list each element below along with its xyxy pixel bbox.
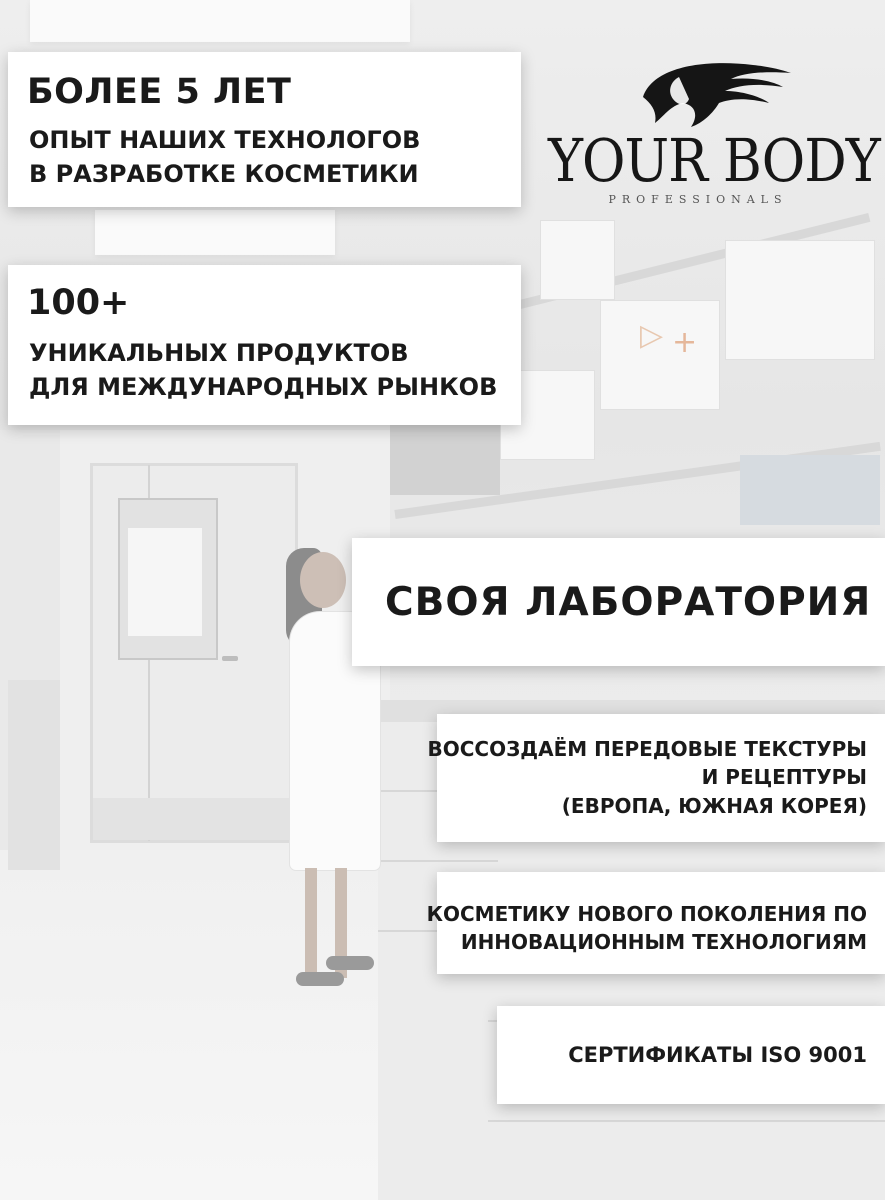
brand-logo — [548, 55, 880, 215]
experience-text-line: ОПЫТ НАШИХ ТЕХНОЛОГОВ — [29, 126, 421, 154]
lab-cart — [8, 680, 60, 870]
experience-title: БОЛЕЕ 5 ЛЕТ — [27, 72, 292, 112]
door-kickplate — [93, 798, 293, 840]
lab-equipment — [740, 455, 880, 525]
cosmetics-text-line: ИННОВАЦИОННЫМ ТЕХНОЛОГИЯМ — [460, 930, 867, 954]
textures-text-line: (ЕВРОПА, ЮЖНАЯ КОРЕЯ) — [561, 794, 867, 818]
textures-text-line: ВОССОЗДАЁМ ПЕРЕДОВЫЕ ТЕКСТУРЫ — [427, 737, 867, 761]
lab-title: СВОЯ ЛАБОРАТОРИЯ — [385, 580, 872, 625]
triangle-icon: ▷ — [640, 318, 664, 353]
logo-wordmark: YOUR BODY — [548, 127, 880, 196]
ceiling-light — [95, 210, 335, 255]
certificates-text: СЕРТИФИКАТЫ ISO 9001 — [568, 1043, 867, 1067]
drawer-line — [488, 1120, 885, 1122]
door-poster — [128, 528, 202, 636]
textures-text-line: И РЕЦЕПТУРЫ — [701, 765, 867, 789]
logo-subtitle: PROFESSIONALS — [608, 193, 788, 206]
experience-text-line: В РАЗРАБОТКЕ КОСМЕТИКИ — [29, 160, 419, 188]
scientist-leg — [305, 868, 317, 978]
storage-box — [600, 300, 720, 410]
products-title: 100+ — [27, 283, 130, 323]
scientist-shoe — [296, 972, 344, 986]
ceiling-light — [30, 0, 410, 42]
scientist-head — [300, 552, 346, 608]
drawer-line — [378, 860, 498, 862]
plus-icon: + — [672, 325, 698, 360]
storage-box — [540, 220, 615, 300]
scientist-shoe — [326, 956, 374, 970]
door-handle — [222, 656, 238, 661]
storage-box — [725, 240, 875, 360]
products-text-line: УНИКАЛЬНЫХ ПРОДУКТОВ — [29, 339, 409, 367]
lab-equipment — [390, 425, 500, 495]
hair-silhouette-icon — [633, 57, 793, 129]
products-text-line: ДЛЯ МЕЖДУНАРОДНЫХ РЫНКОВ — [29, 373, 498, 401]
cosmetics-text-line: КОСМЕТИКУ НОВОГО ПОКОЛЕНИЯ ПО — [426, 902, 867, 926]
